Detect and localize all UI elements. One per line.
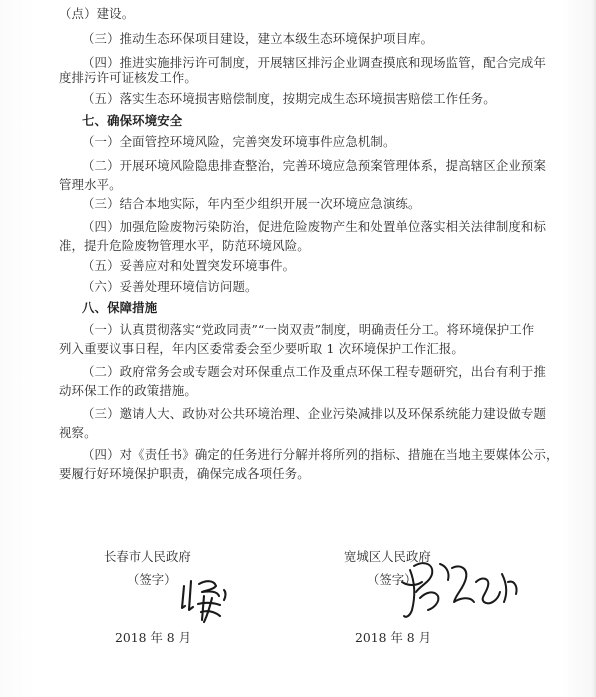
section-heading-8: 八、保障措施: [82, 300, 158, 315]
body-line-14: （六）妥善处理环境信访问题。: [82, 279, 258, 294]
signatory-left-org: 长春市人民政府: [104, 549, 191, 564]
body-line-23: 要履行好环境保护职责，确保完成各项任务。: [59, 466, 310, 481]
body-line-16: （一）认真贯彻落实“党政同责”“一岗双责”制度，明确责任分工。将环境保护工作: [82, 322, 535, 337]
body-line-20: （三）邀请人大、政协对公共环境治理、企业污染减排以及环保系统能力建设做专题: [82, 406, 547, 421]
body-line-18: （二）政府常务会或专题会对环保重点工作及重点环保工程专题研究，出台有利于推: [82, 364, 547, 379]
signatory-right-org: 宽城区人民政府: [344, 549, 431, 564]
body-line-10: （三）结合本地实际，年内至少组织开展一次环境应急演练。: [82, 196, 421, 211]
signatory-left-date: 2018 年 8 月: [115, 630, 192, 645]
body-line-19: 动环保工作的政策措施。: [59, 383, 197, 398]
body-line-8: （二）开展环境风险隐患排查整治，完善环境应急预案管理体系，提高辖区企业预案: [82, 158, 547, 173]
body-line-11: （四）加强危险废物污染防治，促进危险废物产生和处置单位落实相关法律制度和标: [82, 219, 547, 234]
signatory-right-sign-label: （签字）: [367, 572, 417, 587]
body-line-12: 准，提升危险废物管理水平，防范环境风险。: [59, 238, 310, 253]
body-line-1: （点）建设。: [59, 6, 135, 21]
page-edge-shadow: [592, 0, 596, 697]
body-line-2: （三）推动生态环保项目建设，建立本级生态环境保护项目库。: [82, 31, 434, 46]
signatory-left-sign-label: （签字）: [127, 572, 177, 587]
body-line-4: 度排污许可证核发工作。: [59, 70, 197, 85]
signatory-right-date: 2018 年 8 月: [355, 630, 432, 645]
body-line-3: （四）推进实施排污许可制度，开展辖区排污企业调查摸底和现场监管，配合完成年: [82, 55, 547, 70]
section-heading-7: 七、确保环境安全: [82, 113, 183, 128]
body-line-17: 列入重要议事日程，年内区委常委会至少要听取 1 次环境保护工作汇报。: [59, 341, 464, 356]
body-line-7: （一）全面管控环境风险，完善突发环境事件应急机制。: [82, 134, 396, 149]
body-line-21: 视察。: [59, 425, 97, 440]
body-line-22: （四）对《责任书》确定的任务进行分解并将所列的指标、措施在当地主要媒体公示，: [82, 447, 559, 462]
signature-left: [176, 572, 246, 624]
signature-right: [390, 552, 530, 632]
body-line-5: （五）落实生态环境损害赔偿制度，按期完成生态环境损害赔偿工作任务。: [82, 91, 496, 106]
body-line-9: 管理水平。: [59, 177, 122, 192]
body-line-13: （五）妥善应对和处置突发环境事件。: [82, 258, 296, 273]
